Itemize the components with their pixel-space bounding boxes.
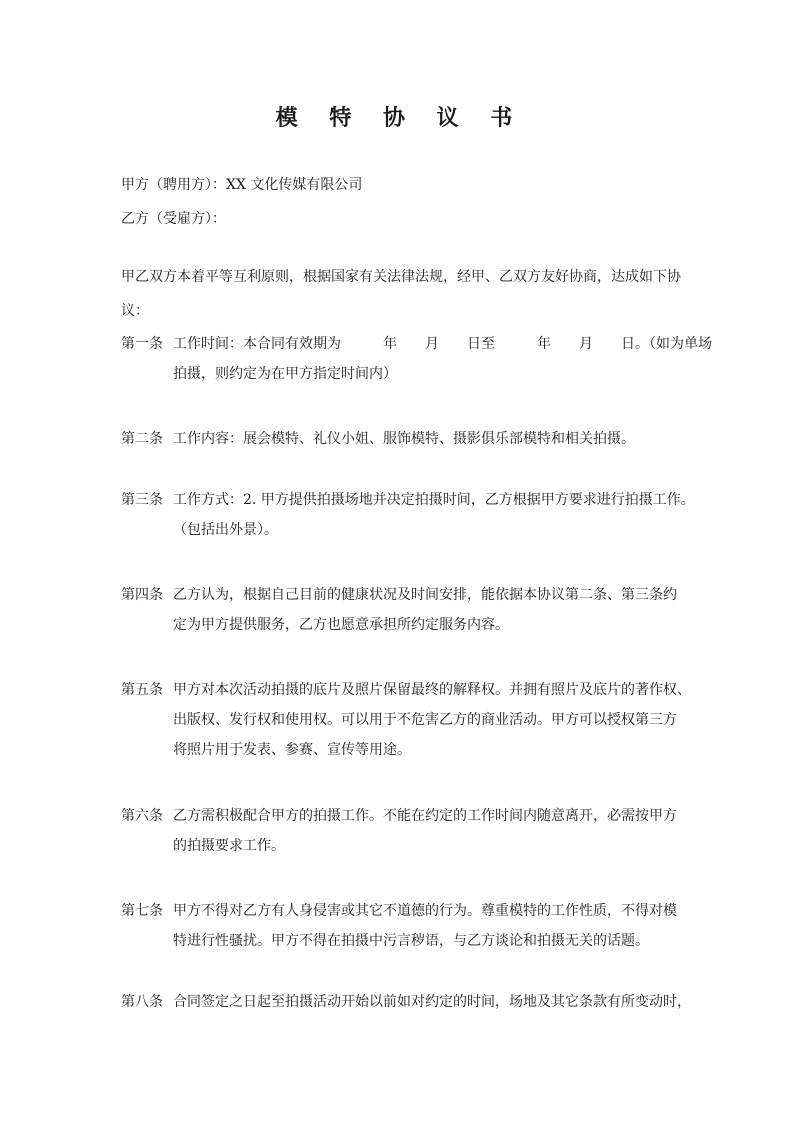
article-2: [121, 424, 686, 454]
article-8-heading: 第八条: [121, 994, 163, 1010]
article-4-heading: 第四条: [121, 587, 163, 603]
article-2-heading: 第二条: [121, 431, 163, 447]
intro-line-2: 议：: [121, 303, 149, 319]
article-6-heading: 第六条: [121, 808, 163, 824]
article-8: [121, 987, 691, 1017]
article-6: [121, 801, 686, 861]
article-8-line-1: 合同签定之日起至拍摄活动开始以前如对约定的时间，场地及其它条款有所变动时，: [173, 994, 691, 1010]
article-7: [121, 896, 686, 956]
article-5-line-2: 出版权、发行权和使用权。可以用于不危害乙方的商业活动。甲方可以授权第三方: [173, 712, 677, 728]
article-3-line-1: 工作方式：2. 甲方提供拍摄场地并决定拍摄时间，乙方根据甲方要求进行拍摄工作。: [173, 492, 695, 508]
article-7-heading: 第七条: [121, 903, 163, 919]
article-6-line-1: 乙方需积极配合甲方的拍摄工作。不能在约定的工作时间内随意离开，必需按甲方: [173, 808, 677, 824]
article-3-line-2: （包括出外景）。: [173, 522, 278, 538]
article-1-heading: 第一条: [121, 336, 163, 352]
article-7-line-2: 特进行性骚扰。甲方不得在拍摄中污言秽语，与乙方谈论和拍摄无关的话题。: [173, 933, 649, 949]
party-a-line: 甲方（聘用方）：XX 文化传媒有限公司: [121, 177, 363, 193]
article-5-heading: 第五条: [121, 682, 163, 698]
document-title: 模 特 协 议 书: [275, 105, 525, 131]
article-7-line-1: 甲方不得对乙方有人身侵害或其它不道德的行为。尊重模特的工作性质，不得对模: [173, 903, 677, 919]
article-3-heading: 第三条: [121, 492, 163, 508]
article-5-line-1: 甲方对本次活动拍摄的底片及照片保留最终的解释权。并拥有照片及底片的著作权、: [173, 682, 691, 698]
article-1-line-1: 工作时间：本合同有效期为 年 月 日至 年 月 日。（如为单场: [173, 336, 712, 352]
article-4: [121, 580, 686, 640]
intro-line-1: 甲乙双方本着平等互利原则，根据国家有关法律法规，经甲、乙双方友好协商，达成如下协: [121, 269, 681, 285]
article-6-line-2: 的拍摄要求工作。: [173, 838, 285, 854]
article-1: [121, 329, 712, 389]
party-b-line: 乙方（受雇方）：: [121, 211, 226, 227]
article-4-line-2: 定为甲方提供服务，乙方也愿意承担所约定服务内容。: [173, 617, 509, 633]
article-5-line-3: 将照片用于发表、参赛、宣传等用途。: [173, 742, 411, 758]
article-2-line-1: 工作内容：展会模特、礼仪小姐、服饰模特、摄影俱乐部模特和相关拍摄。: [173, 431, 635, 447]
article-5: [121, 675, 691, 765]
article-1-line-2: 拍摄，则约定为在甲方指定时间内）: [173, 366, 397, 382]
article-3: [121, 485, 695, 545]
article-4-line-1: 乙方认为，根据自己目前的健康状况及时间安排，能依据本协议第二条、第三条约: [173, 587, 677, 603]
